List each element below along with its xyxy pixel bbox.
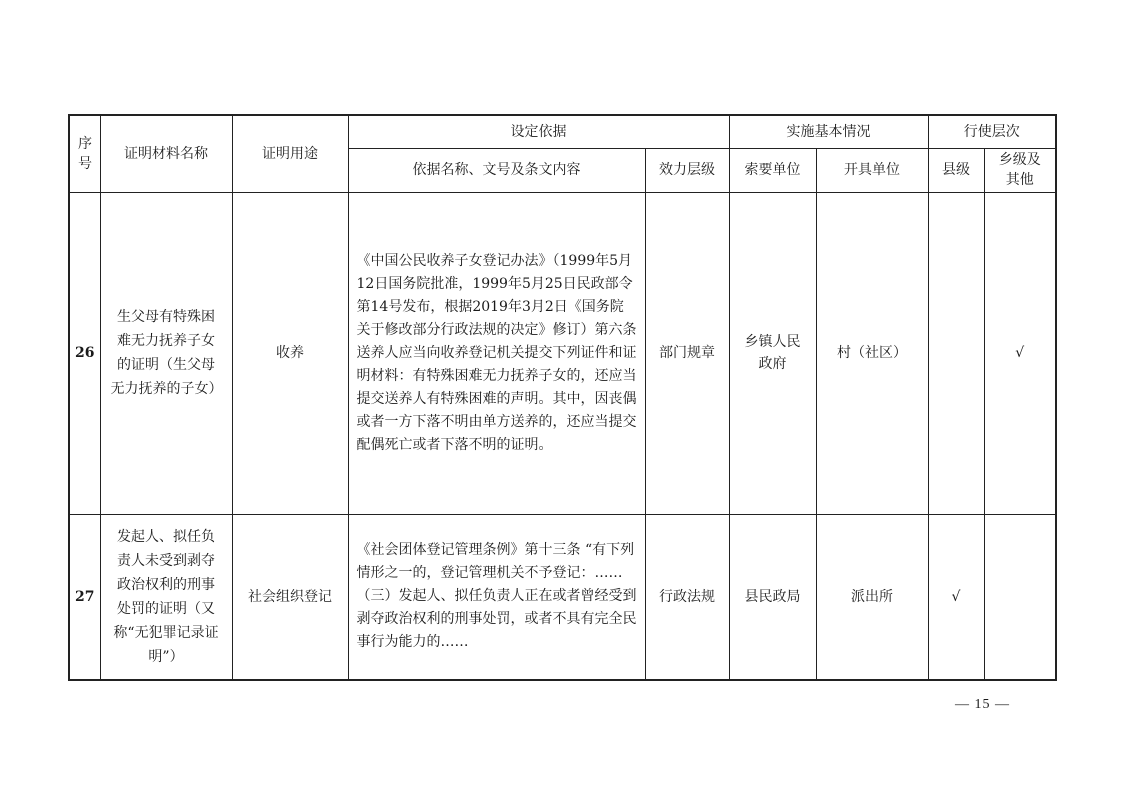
row-issuing-unit: 村（社区） xyxy=(816,192,928,514)
row-purpose: 收养 xyxy=(232,192,348,514)
header-effect-level: 效力层级 xyxy=(645,148,729,192)
header-purpose: 证明用途 xyxy=(232,115,348,192)
row-material-name: 发起人、拟任负责人未受到剥夺政治权利的刑事处罚的证明（又称“无犯罪记录证明”） xyxy=(100,514,232,680)
header-row-1 xyxy=(69,115,1056,148)
row-requesting-unit: 乡镇人民政府 xyxy=(729,192,816,514)
header-basis-content: 依据名称、文号及条文内容 xyxy=(348,148,645,192)
header-requesting-unit: 索要单位 xyxy=(729,148,816,192)
header-township: 乡级及其他 xyxy=(984,148,1056,192)
row-requesting-unit: 县民政局 xyxy=(729,514,816,680)
row-county xyxy=(928,192,984,514)
row-effect-level: 部门规章 xyxy=(645,192,729,514)
header-material-name: 证明材料名称 xyxy=(100,115,232,192)
header-seq: 序号 xyxy=(69,115,100,192)
row-purpose: 社会组织登记 xyxy=(232,514,348,680)
row-basis: 《中国公民收养子女登记办法》（1999年5月12日国务院批准，1999年5月25日民政部令第14号发布，根据2019年3月2日《国务院关于修改部分行政法规的决定》修订）第六条 送养人应当向收养登记机关提交下列证件和证明材料：有特殊困难无力抚养子女的，还应当提交送养人有特殊困难的声明。其中，因丧偶或者一方下落不明由单方送养的，还应当提交配偶死亡或者下落不明的证明。 xyxy=(348,192,645,514)
header-level-group: 行使层次 xyxy=(928,115,1056,148)
row-effect-level: 行政法规 xyxy=(645,514,729,680)
row-basis: 《社会团体登记管理条例》第十三条 “有下列情形之一的，登记管理机关不予登记：……（三）发起人、拟任负责人正在或者曾经受到剥夺政治权利的刑事处罚，或者不具有完全民事行为能力的…… xyxy=(348,514,645,680)
row-seq: 26 xyxy=(69,192,100,514)
header-county: 县级 xyxy=(928,148,984,192)
table-row xyxy=(69,192,1056,514)
row-township xyxy=(984,514,1056,680)
table-row xyxy=(69,514,1056,680)
header-basis-group: 设定依据 xyxy=(348,115,729,148)
row-county: √ xyxy=(928,514,984,680)
certificate-table xyxy=(68,114,1057,681)
row-township: √ xyxy=(984,192,1056,514)
row-material-name: 生父母有特殊困难无力抚养子女的证明（生父母无力抚养的子女） xyxy=(100,192,232,514)
page-number: — 15 — xyxy=(955,697,1010,712)
row-seq: 27 xyxy=(69,514,100,680)
header-implementation-group: 实施基本情况 xyxy=(729,115,928,148)
row-issuing-unit: 派出所 xyxy=(816,514,928,680)
header-issuing-unit: 开具单位 xyxy=(816,148,928,192)
